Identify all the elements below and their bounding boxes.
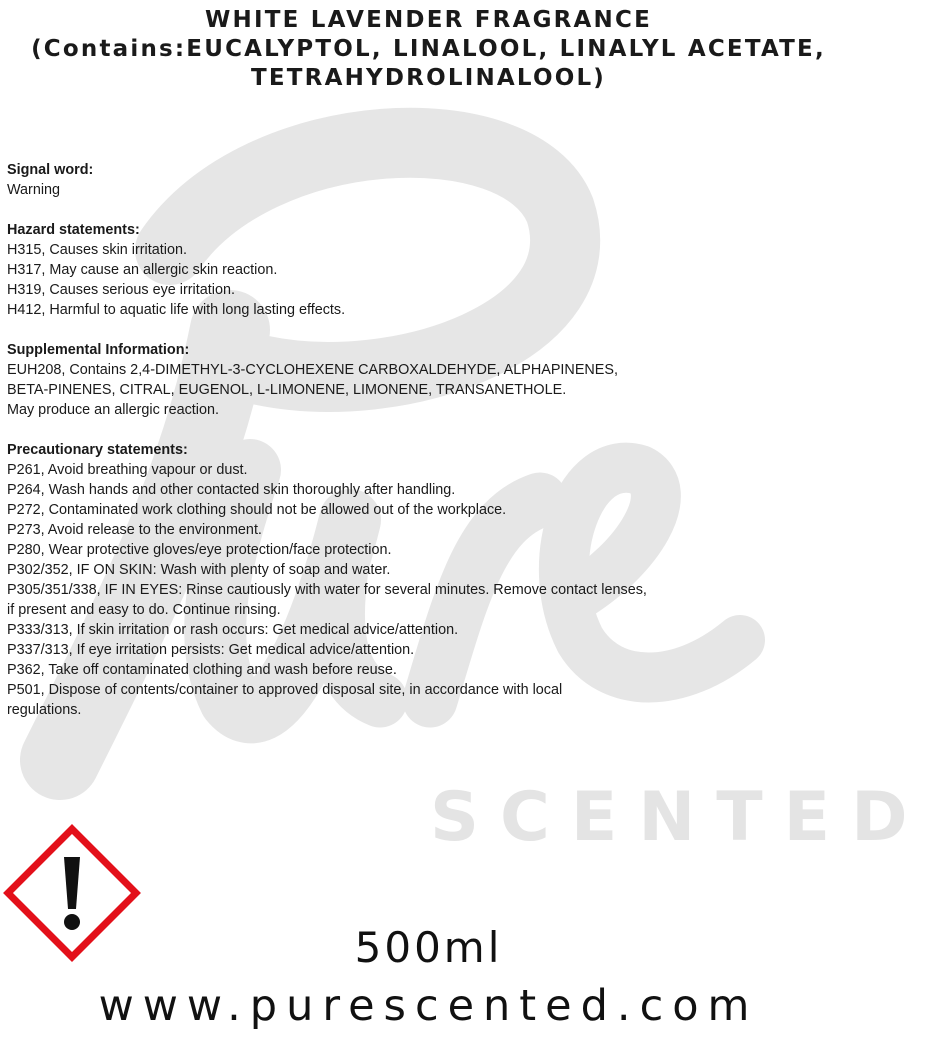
precautionary-statements-section bbox=[7, 440, 647, 720]
title-line-3: TETRAHYDROLINALOOL) bbox=[250, 65, 607, 91]
supplemental-information-heading: Supplemental Information: bbox=[7, 342, 190, 358]
hazard-statement: H317, May cause an allergic skin reaction. bbox=[7, 262, 278, 278]
precautionary-statements-heading: Precautionary statements: bbox=[7, 442, 188, 458]
precautionary-statement: P333/313, If skin irritation or rash occurs: Get medical advice/attention. bbox=[7, 622, 459, 638]
precautionary-statement: P362, Take off contaminated clothing and wash before reuse. bbox=[7, 662, 397, 678]
website-url: www.purescented.com bbox=[98, 981, 759, 1031]
signal-word-heading: Signal word: bbox=[7, 162, 94, 178]
hazard-statement: H315, Causes skin irritation. bbox=[7, 242, 187, 258]
label-content bbox=[7, 160, 647, 740]
supplemental-line: EUH208, Contains 2,4-DIMETHYL-3-CYCLOHEXENE CARBOXALDEHYDE, ALPHAPINENES, bbox=[7, 362, 619, 378]
precautionary-statement: P302/352, IF ON SKIN: Wash with plenty of soap and water. bbox=[7, 562, 391, 578]
precautionary-statement: P280, Wear protective gloves/eye protection/face protection. bbox=[7, 542, 392, 558]
hazard-statements-section bbox=[7, 220, 647, 320]
title-line-2: (Contains:EUCALYPTOL, LINALOOL, LINALYL ACETATE, bbox=[31, 36, 826, 62]
brand-watermark-word: SCENTED bbox=[430, 778, 929, 857]
precautionary-statement: P273, Avoid release to the environment. bbox=[7, 522, 262, 538]
precautionary-statement: P272, Contaminated work clothing should not be allowed out of the workplace. bbox=[7, 502, 507, 518]
hazard-statement: H412, Harmful to aquatic life with long lasting effects. bbox=[7, 302, 346, 318]
signal-word-section bbox=[7, 160, 647, 200]
hazard-statement: H319, Causes serious eye irritation. bbox=[7, 282, 235, 298]
precautionary-statement: P337/313, If eye irritation persists: Get medical advice/attention. bbox=[7, 642, 415, 658]
precautionary-statement: P261, Avoid breathing vapour or dust. bbox=[7, 462, 248, 478]
supplemental-line: May produce an allergic reaction. bbox=[7, 402, 219, 418]
signal-word-value: Warning bbox=[7, 182, 61, 198]
supplemental-information-section bbox=[7, 340, 647, 420]
hazard-statements-heading: Hazard statements: bbox=[7, 222, 140, 238]
precautionary-statement: P305/351/338, IF IN EYES: Rinse cautiously with water for several minutes. Remove contact lenses, if present and easy to do. Continue rinsing. bbox=[7, 582, 647, 618]
precautionary-statement: P264, Wash hands and other contacted skin thoroughly after handling. bbox=[7, 482, 456, 498]
product-title bbox=[0, 6, 857, 93]
precautionary-statement: P501, Dispose of contents/container to approved disposal site, in accordance with local regulations. bbox=[7, 682, 563, 718]
title-line-1: WHITE LAVENDER FRAGRANCE bbox=[204, 7, 652, 33]
supplemental-line: BETA-PINENES, CITRAL, EUGENOL, L-LIMONENE, LIMONENE, TRANSANETHOLE. bbox=[7, 382, 567, 398]
volume-label: 500ml bbox=[354, 923, 503, 972]
